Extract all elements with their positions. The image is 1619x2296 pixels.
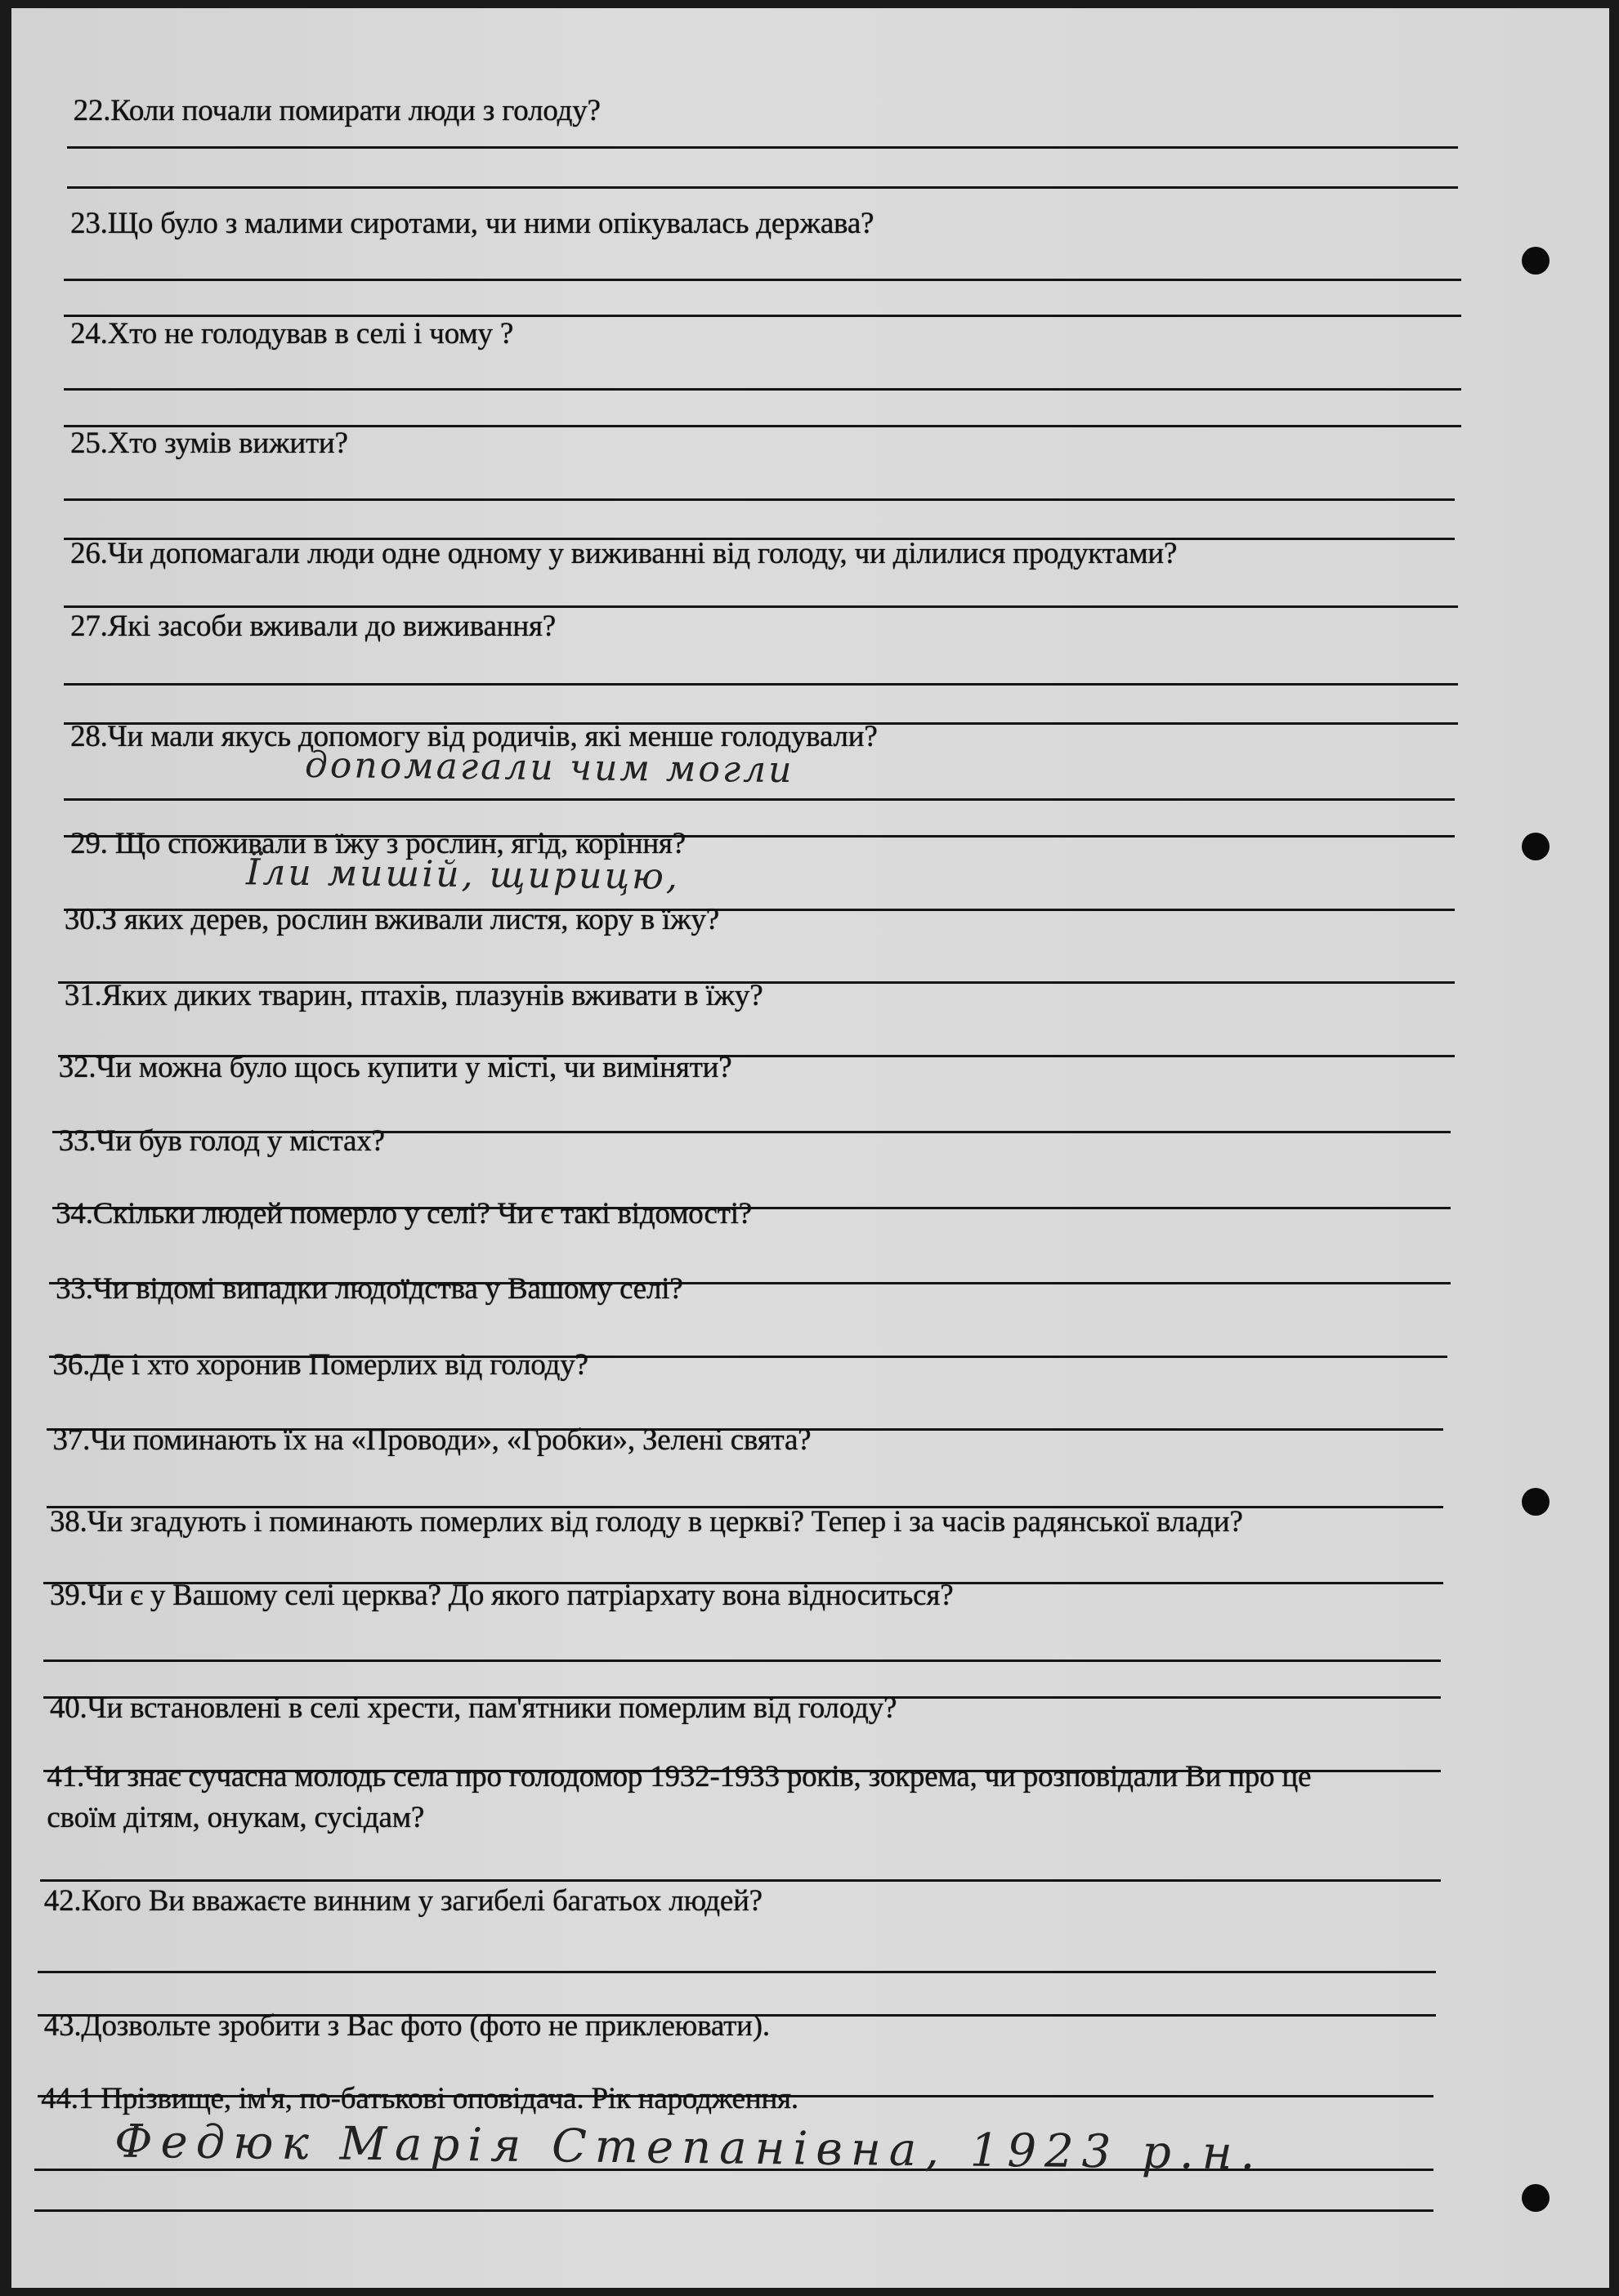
question-25-text: 25.Хто зумів вижити? <box>70 427 348 461</box>
answer-line[interactable] <box>43 1659 1441 1662</box>
question-28-text: 28.Чи мали якусь допомогу від родичів, які менше голодували? <box>70 719 878 753</box>
answer-line[interactable] <box>64 798 1455 801</box>
question-38-text: 38.Чи згадують і поминають померлих від голоду в церкві? Тепер і за часів радянської влади? <box>49 1504 1243 1539</box>
question-41-text: 41.Чи знає сучасна молодь села про голодомор 1932-1933 років, зокрема, чи розповідали Ви про це <box>47 1759 1312 1793</box>
question-39-text: 39.Чи є у Вашому селі церква? До якого патріархату вона відноситься? <box>49 1578 954 1612</box>
question-27-text: 27.Які засоби вживали до виживання? <box>70 610 557 644</box>
binder-hole <box>1522 1488 1550 1516</box>
question-29-text: 29. Що споживали в їжу з рослин, ягід, коріння? <box>70 826 686 860</box>
handwritten-answer-28: допомагали чим могли <box>304 744 794 792</box>
question-23-text: 23.Що було з малими сиротами, чи ними опікувалась держава? <box>70 207 874 241</box>
question-43-text: 43.Дозвольте зробити з Вас фото (фото не приклеювати). <box>43 2008 770 2043</box>
question-22-text: 22.Коли почали помирати люди з голоду? <box>73 94 601 128</box>
question-42-text: 42.Кого Ви вважаєте винним у загибелі багатьох людей? <box>43 1884 763 1919</box>
answer-line[interactable] <box>34 2209 1433 2212</box>
answer-line[interactable] <box>67 146 1458 149</box>
answer-line[interactable] <box>64 498 1455 501</box>
question-32-text: 32.Чи можна було щось купити у місті, чи виміняти? <box>58 1051 732 1085</box>
questionnaire-page <box>11 8 1609 2288</box>
question-41-text-continued: своїм дітям, онукам, сусідам? <box>47 1801 425 1835</box>
question-30-text: 30.З яких дерев, рослин вживали листя, кору в їжу? <box>64 903 720 937</box>
answer-line[interactable] <box>64 683 1458 686</box>
question-37-text: 37.Чи поминають їх на «Проводи», «Гробки», Зелені свята? <box>52 1423 812 1457</box>
question-44-text: 44.1 Прізвище, ім'я, по-батькові оповідача. Рік народження. <box>41 2082 798 2116</box>
answer-line[interactable] <box>40 1879 1440 1882</box>
answer-line[interactable] <box>38 1971 1436 1973</box>
question-31-text: 31.Яких диких тварин, птахів, плазунів вживати в їжу? <box>64 979 763 1013</box>
handwritten-answer-29: Їли мишій, щирицю, <box>245 851 681 898</box>
answer-line[interactable] <box>64 388 1461 391</box>
handwritten-answer-44: Федюк Марія Степанівна, 1923 р.н. <box>114 2115 1263 2181</box>
answer-line[interactable] <box>64 605 1458 608</box>
binder-hole <box>1522 833 1550 860</box>
answer-line[interactable] <box>64 279 1461 281</box>
question-35-text: 33.Чи відомі випадки людоїдства у Вашому селі? <box>56 1271 683 1306</box>
question-33-text: 33.Чи був голод у містах? <box>58 1123 385 1158</box>
binder-hole <box>1522 2184 1550 2212</box>
question-36-text: 36.Де і хто хоронив Померлих від голоду? <box>52 1348 588 1383</box>
question-26-text: 26.Чи допомагали люди одне одному у виживанні від голоду, чи ділилися продуктами? <box>70 536 1178 570</box>
question-24-text: 24.Хто не голодував в селі і чому ? <box>70 316 514 351</box>
question-40-text: 40.Чи встановлені в селі хрести, пам'ятники померлим від голоду? <box>49 1691 897 1725</box>
binder-hole <box>1522 247 1550 275</box>
answer-line[interactable] <box>67 186 1458 189</box>
question-34-text: 34.Скільки людей померло у селі? Чи є такі відомості? <box>56 1197 752 1231</box>
